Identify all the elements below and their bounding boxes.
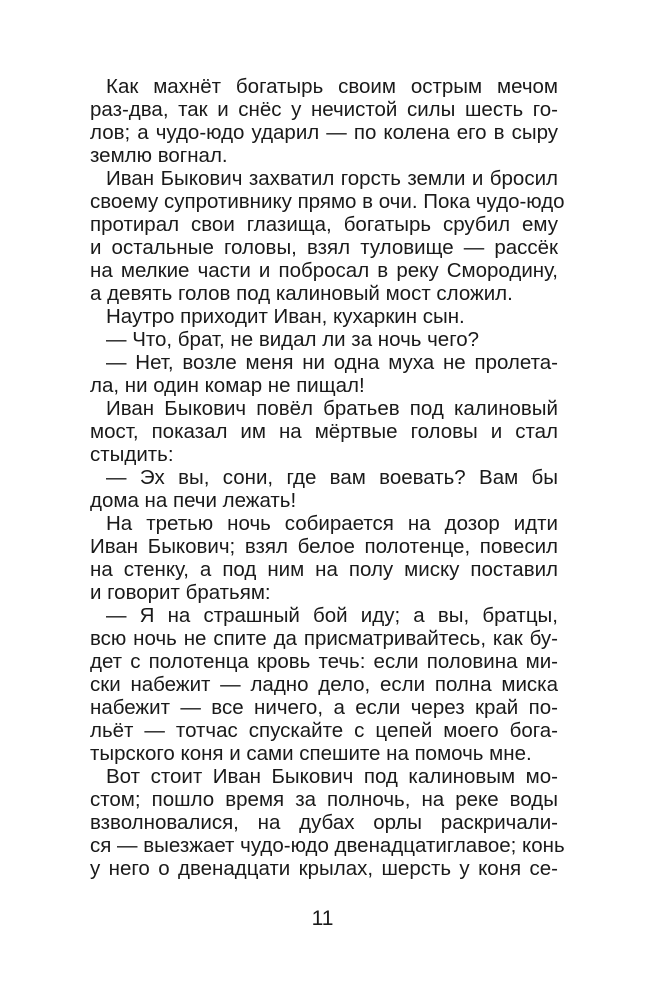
story-text — [90, 75, 565, 880]
text-line: Иван Быкович повёл братьев под калиновый — [106, 397, 558, 420]
text-line: ся — выезжает чудо-юдо двенадцатиглавое; конь — [90, 834, 565, 857]
text-line: Вот стоит Иван Быкович под калиновым мо- — [106, 765, 558, 788]
text-line: на мелкие части и побросал в реку Смородину, — [90, 259, 558, 282]
text-line: ски набежит — ладно дело, если полна миска — [90, 673, 558, 696]
text-line: Наутро приходит Иван, кухаркин сын. — [106, 305, 465, 328]
text-line: — Я на страшный бой иду; а вы, братцы, — [106, 604, 558, 627]
text-line: Как махнёт богатырь своим острым мечом — [106, 75, 558, 98]
text-line: раз-два, так и снёс у нечистой силы шесть го- — [90, 98, 558, 121]
text-line: Иван Быкович захватил горсть земли и бросил — [106, 167, 558, 190]
text-line: стом; пошло время за полночь, на реке воды — [90, 788, 558, 811]
text-line: а девять голов под калиновый мост сложил. — [90, 282, 513, 305]
text-line: На третью ночь собирается на дозор идти — [106, 512, 558, 535]
text-line: протирал свои глазища, богатырь срубил ему — [90, 213, 558, 236]
text-line: своему супротивнику прямо в очи. Пока чудо-юдо — [90, 190, 565, 213]
text-line: мост, показал им на мёртвые головы и стал — [90, 420, 558, 443]
text-line: — Нет, возле меня ни одна муха не пролета- — [106, 351, 558, 374]
text-line: на стенку, а под ним на полу миску поставил — [90, 558, 558, 581]
text-line: набежит — все ничего, а если через край по- — [90, 696, 558, 719]
text-line: стыдить: — [90, 443, 174, 466]
text-line: ла, ни один комар не пищал! — [90, 374, 365, 397]
text-line: дома на печи лежать! — [90, 489, 297, 512]
text-line: льёт — тотчас спускайте с цепей моего бога- — [90, 719, 558, 742]
text-line: тырского коня и сами спешите на помочь мне. — [90, 742, 532, 765]
text-line: взволновалися, на дубах орлы раскричали- — [90, 811, 558, 834]
text-line: и остальные головы, взял туловище — рассёк — [90, 236, 558, 259]
text-line: — Эх вы, сони, где вам воевать? Вам бы — [106, 466, 558, 489]
text-line: Иван Быкович; взял белое полотенце, повесил — [90, 535, 558, 558]
text-line: дет с полотенца кровь течь: если половина ми- — [90, 650, 558, 673]
text-line: у него о двенадцати крылах, шерсть у коня се- — [90, 857, 558, 880]
text-line: — Что, брат, не видал ли за ночь чего? — [106, 328, 480, 351]
page-number: 11 — [311, 907, 334, 930]
text-line: и говорит братьям: — [90, 581, 271, 604]
text-line: землю вогнал. — [90, 144, 228, 167]
text-line: лов; а чудо-юдо ударил — по колена его в сыру — [90, 121, 558, 144]
text-line: всю ночь не спите да присматривайтесь, как бу- — [90, 627, 558, 650]
